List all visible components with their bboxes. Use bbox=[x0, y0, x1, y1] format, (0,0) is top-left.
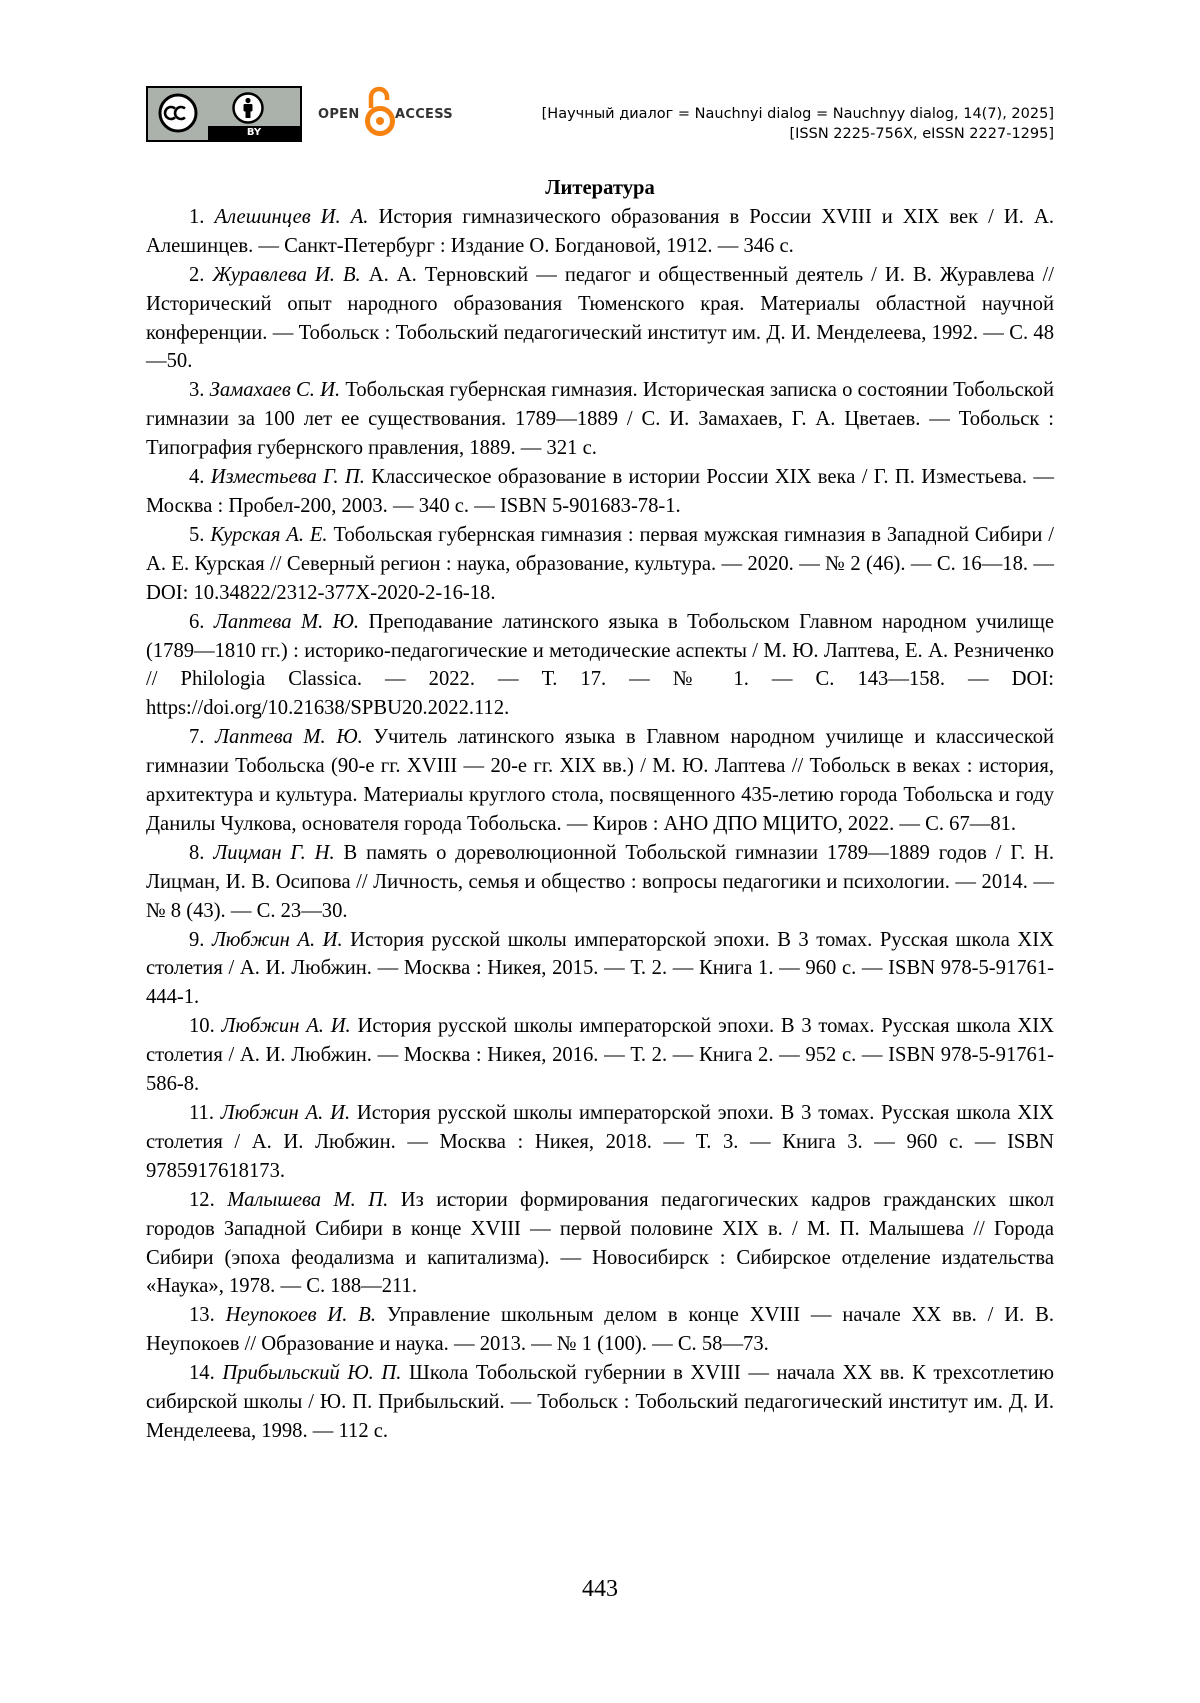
reference-author: Алешинцев И. А. bbox=[214, 205, 369, 228]
reference-author: Любжин А. И. bbox=[211, 928, 343, 951]
reference-text: Из истории формирования педагогических кадров гражданских школ городов Западной Сибири в конце XVIII — первой половине XIX в. / М. П. Малышева // Города Сибири (эпоха феодализма и капитализма). — Новосибирск : Сибирское отделение издательства «Наука», 1978. — С. 188—211. bbox=[146, 1188, 1054, 1298]
open-access-word-open: OPEN bbox=[318, 107, 360, 122]
reference-number: 4. bbox=[189, 466, 211, 489]
by-label: BY bbox=[246, 127, 262, 138]
reference-author: Лаптева М. Ю. bbox=[213, 610, 360, 633]
reference-author: Неупокоев И. В. bbox=[225, 1304, 377, 1327]
reference-text: История русской школы императорской эпохи. В 3 томах. Русская школа XIX столетия / А. И. Любжин. — Москва : Никея, 2016. — Т. 2. — Книга 2. — 952 с. — ISBN 978-5-91761-586-8. bbox=[146, 1015, 1055, 1096]
journal-citation-line: [Научный диалог = Nauchnyi dialog = Nauchnyy dialog, 14(7), 2025] bbox=[541, 106, 1054, 122]
reference-number: 11. bbox=[189, 1102, 221, 1124]
reference-number: 3. bbox=[189, 379, 210, 402]
reference-number: 14. bbox=[189, 1362, 223, 1385]
reference-list bbox=[146, 203, 1054, 1446]
reference-text: Классическое образование в истории России XIX века / Г. П. Изместьева. — Москва : Пробел-200, 2003. — 340 с. — ISBN 5-901683-78-1. bbox=[146, 466, 1054, 517]
references-section bbox=[146, 174, 1054, 1446]
reference-text: История русской школы императорской эпохи. В 3 томах. Русская школа XIX столетия / А. И. Любжин. — Москва : Никея, 2018. — Т. 3. — Книга 3. — 960 с. — ISBN 9785917618173. bbox=[146, 1102, 1054, 1182]
reference-item bbox=[146, 1099, 1054, 1186]
reference-text: Тобольская губернская гимназия : первая мужская гимназия в Западной Сибири / А. Е. Курская // Северный регион : наука, образование, культура. — 2020. — № 2 (46). — С. 16—18. — DOI: 10.34822/2312-377X-2020-2-16-18. bbox=[146, 523, 1055, 604]
open-access-logo[interactable] bbox=[318, 86, 462, 140]
open-lock-icon bbox=[365, 86, 395, 138]
reference-author: Любжин А. И. bbox=[221, 1015, 351, 1038]
attribution-person-icon bbox=[232, 92, 264, 124]
reference-number: 9. bbox=[189, 928, 212, 951]
reference-item bbox=[146, 723, 1054, 839]
by-strip bbox=[208, 126, 300, 140]
reference-item bbox=[146, 463, 1054, 521]
section-title: Литература bbox=[545, 177, 655, 199]
reference-text: Школа Тобольской губернии в XVIII — начала XX вв. К трехсотлетию сибирской школы / Ю. П. Прибыльский. — Тобольск : Тобольский педагогический институт им. Д. И. Менделеева, 1998. — 112 с. bbox=[146, 1362, 1054, 1442]
page-number: 443 bbox=[582, 1576, 618, 1602]
reference-text: История гимназического образования в России XVIII и XIX век / И. А. Алешинцев. — Санкт-Петербург : Издание О. Богдановой, 1912. — 346 с. bbox=[146, 205, 1054, 257]
reference-item bbox=[146, 608, 1054, 724]
reference-item bbox=[146, 521, 1054, 608]
reference-number: 6. bbox=[189, 610, 214, 633]
reference-text: А. А. Терновский — педагог и общественный деятель / И. В. Журавлева // Исторический опыт народного образования Тюменского края. Материалы областной научной конференции. — Тобольск : Тобольский педагогический институт им. Д. И. Менделеева, 1992. — С. 48—50. bbox=[146, 263, 1054, 373]
journal-issn-line: [ISSN 2225-756X, eISSN 2227-1295] bbox=[789, 126, 1054, 142]
reference-item bbox=[146, 261, 1054, 377]
reference-text: Тобольская губернская гимназия. Историческая записка о состоянии Тобольской гимназии за 100 лет ее существования. 1789—1889 / С. И. Замахаев, Г. А. Цветаев. — Тобольск : Типография губернского правления, 1889. — 321 с. bbox=[146, 379, 1054, 460]
reference-item bbox=[146, 203, 1054, 261]
reference-item bbox=[146, 376, 1054, 463]
reference-author: Лаптева М. Ю. bbox=[215, 726, 363, 749]
creative-commons-icon bbox=[158, 93, 198, 133]
reference-text: Управление школьным делом в конце XVIII — начале XX вв. / И. В. Неупокоев // Образование и наука. — 2013. — № 1 (100). — С. 58—73. bbox=[146, 1304, 1054, 1356]
reference-number: 13. bbox=[189, 1304, 226, 1327]
reference-author: Замахаев С. И. bbox=[209, 379, 341, 402]
reference-item bbox=[146, 926, 1054, 1013]
reference-text: История русской школы императорской эпохи. В 3 томах. Русская школа XIX столетия / А. И. Любжин. — Москва : Никея, 2015. — Т. 2. — Книга 1. — 960 с. — ISBN 978-5-91761-444-1. bbox=[146, 928, 1054, 1009]
reference-item bbox=[146, 839, 1054, 926]
reference-number: 2. bbox=[189, 263, 213, 286]
reference-author: Изместьева Г. П. bbox=[210, 466, 365, 489]
reference-item bbox=[146, 1012, 1054, 1099]
reference-text: Учитель латинского языка в Главном народном училище и классической гимназии Тобольска (90-е гг. XVIII — 20-е гг. XIX вв.) / М. Ю. Лаптева // Тобольск в веках : история, архитектура и культура. Материалы круглого стола, посвященного 435-летию города Тобольска и году Данилы Чулкова, основателя города Тобольска. — Киров : АНО ДПО МЦИТО, 2022. — С. 67—81. bbox=[146, 726, 1055, 835]
reference-author: Лицман Г. Н. bbox=[213, 841, 335, 864]
reference-author: Журавлева И. В. bbox=[212, 263, 361, 286]
reference-number: 10. bbox=[189, 1015, 222, 1038]
reference-item bbox=[146, 1359, 1054, 1446]
reference-number: 1. bbox=[189, 205, 215, 228]
reference-item bbox=[146, 1186, 1054, 1302]
reference-text: В память о дореволюционной Тобольской гимназии 1789—1889 годов / Г. Н. Лицман, И. В. Осипова // Личность, семья и общество : вопросы педагогики и психологии. — 2014. — № 8 (43). — С. 23—30. bbox=[146, 841, 1055, 922]
reference-number: 8. bbox=[189, 841, 214, 864]
journal-reference bbox=[542, 104, 1054, 144]
reference-author: Курская А. Е. bbox=[210, 523, 328, 546]
reference-author: Любжин А. И. bbox=[220, 1102, 351, 1124]
reference-author: Прибыльский Ю. П. bbox=[222, 1362, 402, 1385]
reference-number: 5. bbox=[189, 523, 211, 546]
cc-by-license-badge[interactable] bbox=[146, 86, 302, 142]
open-access-word-access: ACCESS bbox=[395, 107, 453, 122]
reference-number: 12. bbox=[189, 1188, 228, 1211]
reference-number: 7. bbox=[189, 726, 216, 749]
reference-text: Преподавание латинского языка в Тобольском Главном народном училище (1789—1810 гг.) : историко-педагогические и методические аспекты / М. Ю. Лаптева, Е. А. Резниченко // Philologia Classica. — 2022. — Т. 17. — № 1. — С. 143—158. — DOI: https://doi.org/10.21638/SPBU20.2022.112. bbox=[146, 610, 1054, 720]
reference-item bbox=[146, 1301, 1054, 1359]
reference-author: Малышева М. П. bbox=[227, 1188, 389, 1211]
